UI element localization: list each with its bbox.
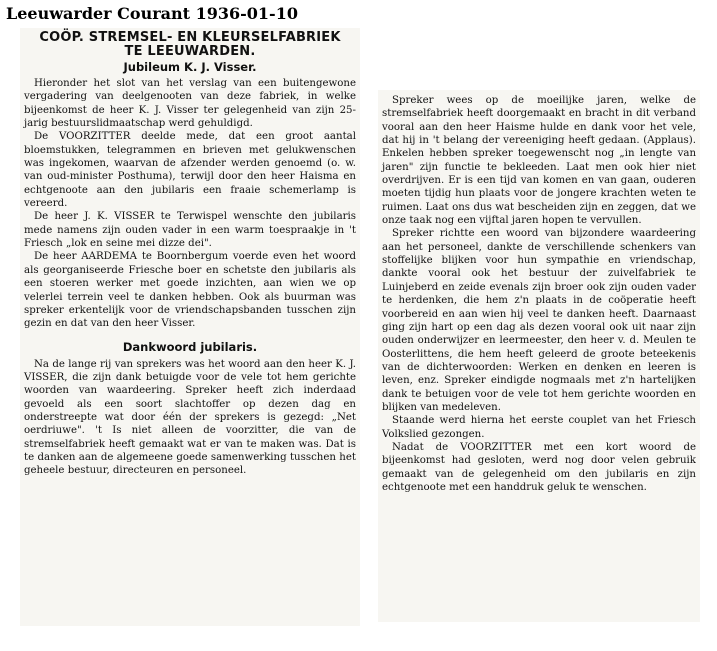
section-heading: Dankwoord jubilaris. xyxy=(122,339,258,354)
paragraph: Na de lange rij van sprekers was het woord aan den heer K. J. VISSER, die zijn dank betuigde voor de vele tot hem gerichte woorden van waardeering. Spreker heeft zich inderdaad gevoeld als een soort slachtoffer op dezen dag en onderstreepte wat door één der sprekers is gezegd: „Net oerdriuwe". 't Is niet alleen de voorzitter, die van de stremselfabriek heeft gemaakt wat er van te maken was. Dat is te danken aan de algemeene goede samenwerking tusschen het geheele bestuur, directeuren en personeel. xyxy=(24,358,356,477)
article-title-line-2: TE LEEUWARDEN. xyxy=(124,44,256,59)
article-subtitle: Jubileum K. J. Visser. xyxy=(123,60,257,74)
article-clipping-right-column xyxy=(378,90,700,622)
paragraph: Spreker richtte een woord van bijzondere waardeering aan het personeel, dankte de verschillende schenkers van stoffelijke blijken voor hun sympathie en vriendschap, dankte vooral ook het bestuur der zuivelfabriek te Luinjeberd en zeide evenals zijn broer ook zijn ouden vader te herdenken, die hem z'n plaats in de coöperatie heeft voorbereid en aan wien hij veel te danken heeft. Daarnaast ging zijn hart op een dag als dezen vooral ook uit naar zijn ouden onderwijzer en leermeester, den heer v. d. Meulen te Oosterlittens, die hem heeft geleerd de groote beteekenis van de dichterwoorden: Werken en denken en leeren is leven, enz. Spreker eindigde nogmaals met z'n hartelijken dank te betuigen voor de vele tot hem gerichte woorden en blijken van medeleven. xyxy=(382,228,696,413)
right-column-body xyxy=(382,94,696,494)
paragraph: De heer J. K. VISSER te Terwispel wenschte den jubilaris mede namens zijn ouden vader in een warm toespraakje in 't Friesch „lok en seine mei dizze dei". xyxy=(24,211,356,250)
paragraph: De heer AARDEMA te Boornbergum voerde even het woord als georganiseerde Friesche boer en schetste den jubilaris als een stoeren werker met goede inzichten, aan wien we op velerlei terrein veel te danken hebben. Ook als buurman was spreker erkentelijk voor de vriendschapsbanden tusschen zijn gezin en dat van den heer Visser. xyxy=(24,251,356,330)
article-title-line-1: COÖP. STREMSEL- EN KLEURSELFABRIEK xyxy=(39,30,341,45)
paragraph: Nadat de VOORZITTER met een kort woord de bijeenkomst had gesloten, werd nog door velen gebruik gemaakt van de gelegenheid om den jubilaris en zijn echtgenoote met een handdruk geluk te wenschen. xyxy=(382,441,696,493)
paragraph: De VOORZITTER deelde mede, dat een groot aantal bloemstukken, telegrammen en brieven met gelukwenschen was ingekomen, waarvan de afzender werden genoemd (o. w. van oud-minister Posthuma), terwijl door den heer Haisma en echtgenoote aan den jubilaris een fraaie schemerlamp is vereerd. xyxy=(24,131,356,210)
newspaper-masthead: Leeuwarder Courant 1936-01-10 xyxy=(6,4,298,23)
paragraph: Staande werd hierna het eerste couplet van het Friesch Volkslied gezongen. xyxy=(382,415,696,440)
article-clipping-left-column xyxy=(20,28,360,626)
section-body xyxy=(24,358,356,478)
paragraph: Hieronder het slot van het verslag van een buitengewone vergadering van deelgenooten van deze fabriek, in welke bijeenkomst de heer K. J. Visser ter gelegenheid van zijn 25-jarig bestuurslidmaatschap werd gehuldigd. xyxy=(24,78,356,130)
left-column-body xyxy=(24,77,356,331)
paragraph: Spreker wees op de moeilijke jaren, welke de stremselfabriek heeft doorgemaakt en bracht in dit verband vooral aan den heer Haisme hulde en dank voor het vele, dat hij in 't belang der vereeniging heeft gedaan. (Applaus). Enkelen hebben spreker toegewenscht nog „in lengte van jaren" zijn functie te bekleeden. Laat men ook hier niet overdrijven. Er is een tijd van komen en van gaan, ouderen moeten tijdig hun plaats voor de jongere krachten weten te ruimen. Laat ons dus wat bescheiden zijn en zeggen, dat we onze taak nog een vijftal jaren hopen te vervullen. xyxy=(382,95,696,227)
